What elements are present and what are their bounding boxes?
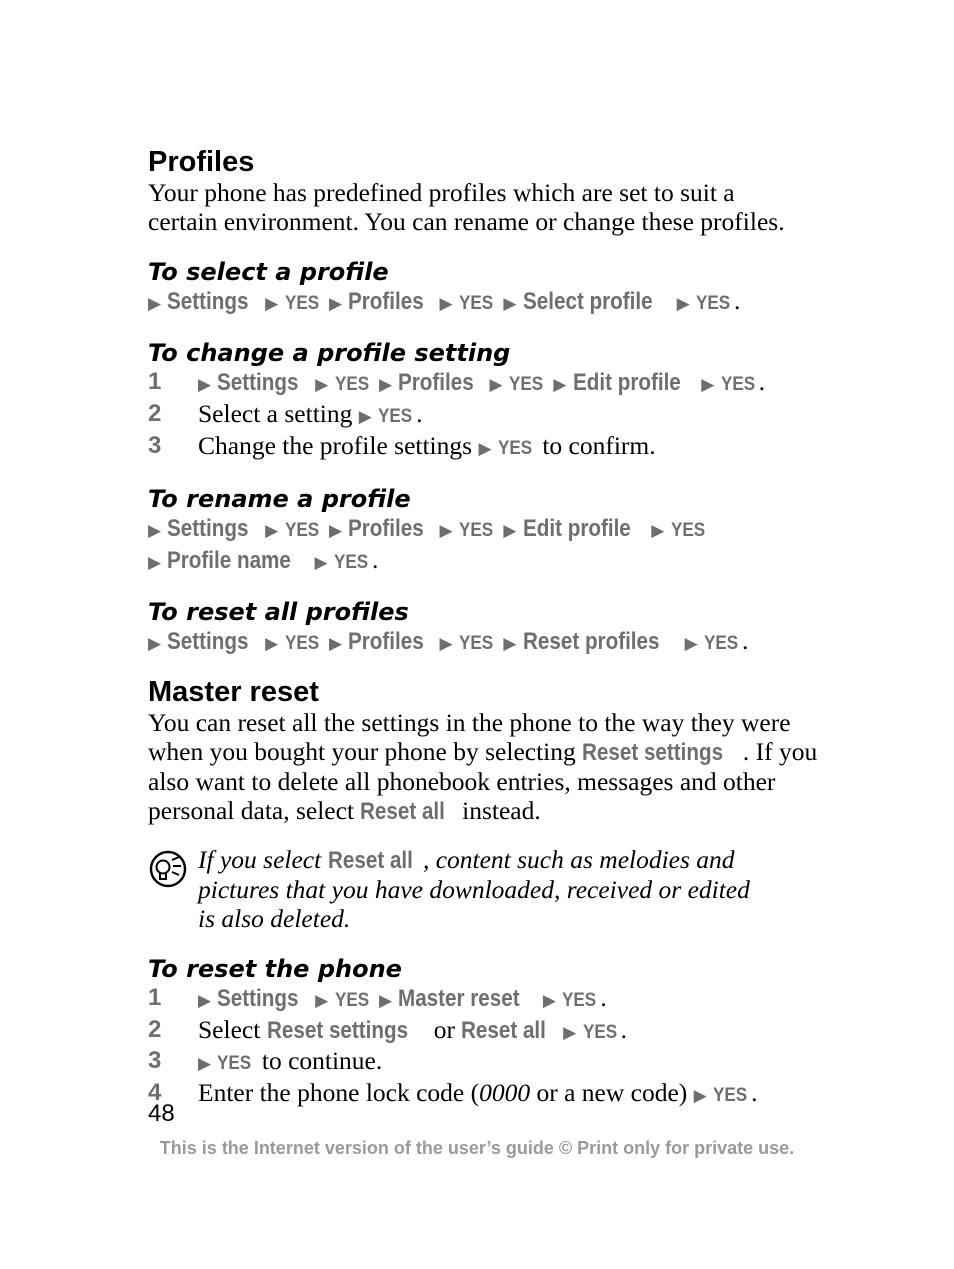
arrow-right-icon: ▶ [379, 375, 393, 396]
text-line: If you select [198, 845, 322, 875]
arrow-right-icon: ▶ [684, 634, 698, 655]
key-label: YES [670, 519, 705, 541]
key-label: YES [333, 551, 369, 573]
key-label: YES [458, 633, 494, 655]
key-label: YES [284, 519, 319, 541]
menu-item: Profiles [348, 628, 425, 656]
lock-code: 0000 [479, 1078, 531, 1108]
key-label: YES [334, 374, 369, 396]
menu-item: Settings [167, 287, 249, 315]
key-label: YES [582, 1021, 617, 1043]
heading-reset-phone: To reset the phone [148, 954, 402, 983]
step-number: 3 [148, 431, 162, 459]
key-label: YES [720, 374, 755, 396]
heading-reset-all-profiles: To reset all profiles [148, 598, 409, 627]
lightbulb-tip-icon [148, 846, 198, 933]
text-line: You can reset all the settings in the phone to the way they were [148, 708, 791, 738]
intro-line: certain environment. You can rename or change these profiles. [148, 206, 785, 236]
menu-item: Reset all [327, 847, 413, 875]
step-item [148, 432, 828, 464]
step-item [148, 984, 828, 1016]
step-label: to confirm. [542, 430, 656, 460]
nav-path-rename-profile-cont: ▶ Profile name ▶ YES . [148, 546, 828, 578]
menu-item: Profiles [398, 369, 475, 397]
arrow-right-icon: ▶ [329, 293, 343, 314]
step-number: 3 [148, 1047, 162, 1075]
arrow-right-icon: ▶ [701, 375, 715, 396]
step-label: Select [198, 1014, 261, 1044]
arrow-right-icon: ▶ [148, 634, 162, 655]
key-label: YES [334, 989, 369, 1011]
nav-path-rename-profile [148, 514, 828, 546]
master-reset-text [148, 709, 828, 826]
step-item [148, 368, 828, 400]
menu-item: Settings [217, 369, 299, 397]
page-content [148, 145, 828, 1111]
step-text [198, 1047, 382, 1079]
arrow-right-icon: ▶ [198, 375, 212, 396]
arrow-right-icon: ▶ [439, 634, 453, 655]
arrow-right-icon: ▶ [563, 1022, 577, 1043]
arrow-right-icon: ▶ [315, 990, 329, 1011]
text-line: , content such as melodies and [422, 845, 735, 875]
menu-item: Select profile [522, 287, 653, 315]
steps-reset-phone [148, 984, 828, 1111]
step-number: 1 [148, 983, 162, 1011]
text-line: is also deleted. [198, 903, 351, 933]
step-item [148, 1047, 828, 1079]
arrow-right-icon: ▶ [478, 438, 492, 459]
tip-text [198, 846, 750, 933]
arrow-right-icon: ▶ [148, 293, 162, 314]
menu-item: Profiles [348, 514, 425, 542]
step-text: Select Reset settings or Reset all ▶ YES . [198, 1016, 627, 1048]
menu-item: Settings [217, 984, 299, 1012]
menu-item: Reset all [461, 1016, 547, 1044]
heading-change-profile-setting: To change a profile setting [148, 339, 511, 368]
menu-item: Settings [167, 514, 249, 542]
key-label: YES [458, 519, 494, 541]
menu-item: Profiles [348, 287, 425, 315]
step-label: Change the profile settings [198, 430, 473, 460]
menu-item: Reset all [360, 797, 446, 825]
step-label: to continue. [261, 1046, 383, 1076]
key-label: YES [378, 406, 413, 428]
key-label: YES [562, 989, 597, 1011]
arrow-right-icon: ▶ [358, 407, 372, 428]
text-line: also want to delete all phonebook entries, messages and other [148, 766, 776, 796]
nav-path-reset-profiles: ▶ Settings ▶ YES ▶ Profiles ▶ YES ▶ Reset profiles ▶ YES . [148, 627, 828, 659]
arrow-right-icon: ▶ [503, 520, 517, 541]
step-label: or a new code) [536, 1078, 688, 1108]
heading-rename-profile: To rename a profile [148, 484, 411, 513]
arrow-right-icon: ▶ [693, 1086, 707, 1107]
step-item [148, 400, 828, 432]
step-number: 2 [148, 400, 162, 428]
footer-notice: This is the Internet version of the user’s guide © Print only for private use. [159, 1138, 795, 1158]
key-label: YES [696, 292, 731, 314]
section-title-master-reset: Master reset [148, 676, 319, 709]
intro-line: Your phone has predefined profiles which are set to suit a [148, 178, 735, 207]
menu-item: Edit profile [522, 514, 631, 542]
step-text: ▶ Settings ▶ YES ▶ Profiles ▶ YES ▶ Edit profile ▶ YES . [198, 368, 765, 400]
text-line: pictures that you have downloaded, received or edited [198, 875, 750, 905]
arrow-right-icon: ▶ [198, 1054, 212, 1075]
step-number: 4 [148, 1079, 162, 1107]
arrow-right-icon: ▶ [651, 520, 665, 541]
arrow-right-icon: ▶ [676, 293, 690, 314]
arrow-right-icon: ▶ [553, 375, 567, 396]
nav-path-select-profile: ▶ Settings ▶ YES ▶ Profiles ▶ YES ▶ Select profile ▶ YES . [148, 287, 828, 319]
heading-select-profile: To select a profile [148, 257, 389, 286]
profiles-intro [148, 179, 828, 237]
step-label: Enter the phone lock code ( [198, 1078, 480, 1108]
key-label: YES [497, 437, 533, 459]
text-line: . If you [742, 736, 818, 766]
key-label: YES [458, 292, 494, 314]
key-label: YES [217, 1053, 252, 1075]
arrow-right-icon: ▶ [315, 375, 329, 396]
arrow-right-icon: ▶ [265, 634, 279, 655]
arrow-right-icon: ▶ [489, 375, 503, 396]
arrow-right-icon: ▶ [148, 520, 162, 541]
tip-note [148, 846, 828, 933]
arrow-right-icon: ▶ [314, 552, 328, 573]
step-label: Select a setting [198, 399, 353, 429]
arrow-right-icon: ▶ [198, 990, 212, 1011]
menu-item: Master reset [398, 984, 521, 1012]
menu-item: Profile name [167, 546, 292, 574]
text-line: personal data, select [148, 795, 355, 825]
step-text [198, 432, 656, 464]
step-item [148, 1079, 828, 1111]
key-label: YES [713, 1085, 748, 1107]
step-number: 2 [148, 1015, 162, 1043]
key-label: YES [284, 292, 319, 314]
page-number: 48 [148, 1100, 175, 1127]
arrow-right-icon: ▶ [439, 293, 453, 314]
key-label: YES [508, 374, 544, 396]
arrow-right-icon: ▶ [439, 520, 453, 541]
step-text: Enter the phone lock code (0000 or a new code) ▶ YES . [198, 1079, 758, 1111]
menu-item: Settings [167, 628, 249, 656]
arrow-right-icon: ▶ [503, 293, 517, 314]
step-text: ▶ Settings ▶ YES ▶ Master reset ▶ YES . [198, 984, 607, 1016]
step-text: Select a setting ▶ YES . [198, 400, 423, 432]
arrow-right-icon: ▶ [503, 634, 517, 655]
section-title-profiles: Profiles [148, 146, 255, 178]
step-number: 1 [148, 368, 162, 396]
key-label: YES [704, 633, 739, 655]
key-label: YES [284, 633, 319, 655]
menu-item: Edit profile [572, 369, 681, 397]
text-line: instead. [462, 795, 541, 825]
steps-change-setting [148, 368, 828, 463]
menu-item: Reset settings [582, 738, 724, 766]
step-label: or [433, 1014, 456, 1044]
arrow-right-icon: ▶ [148, 552, 162, 573]
arrow-right-icon: ▶ [265, 520, 279, 541]
arrow-right-icon: ▶ [379, 990, 393, 1011]
text-line: when you bought your phone by selecting [148, 736, 576, 766]
arrow-right-icon: ▶ [542, 990, 556, 1011]
arrow-right-icon: ▶ [329, 520, 343, 541]
menu-item: Reset profiles [522, 628, 660, 656]
arrow-right-icon: ▶ [329, 634, 343, 655]
arrow-right-icon: ▶ [265, 293, 279, 314]
step-item [148, 1016, 828, 1048]
menu-item: Reset settings [266, 1016, 408, 1044]
